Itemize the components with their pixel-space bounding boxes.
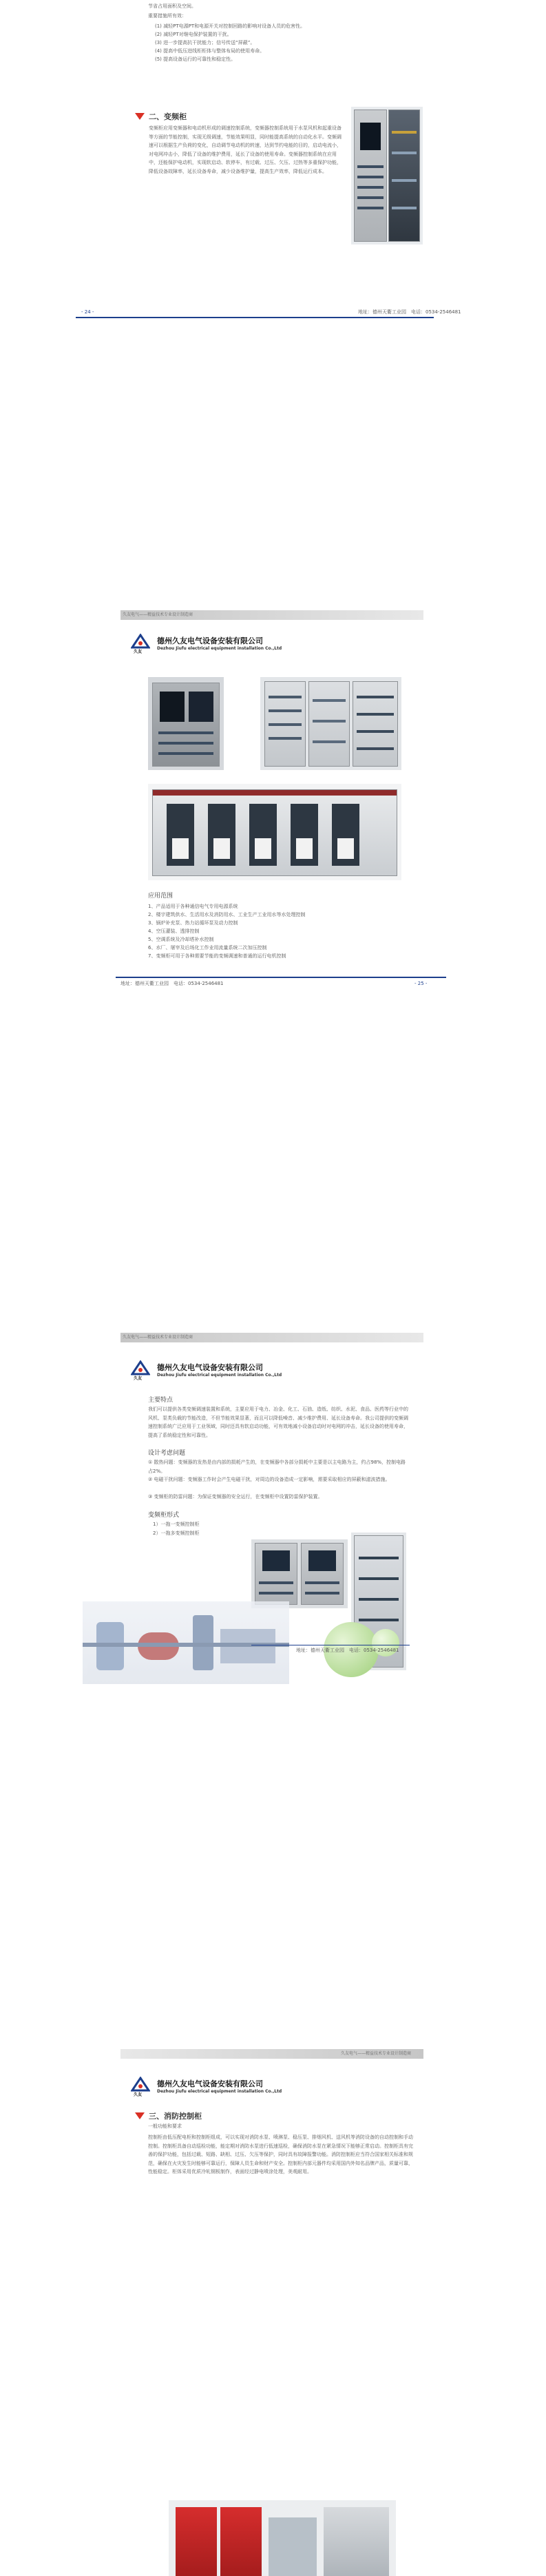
- brand-label: 久友: [134, 2092, 143, 2097]
- pump-illustration: [83, 1601, 289, 1684]
- section-body: 变频柜应用变频器和电动机形成的调速控制系统，变频器控制系统用于水泵风机和起重设备等方面的节能控制，实现无级调速，节能效果明显，同时能提高系统的自动化水平。变频调速可以根据生产负荷的变化，自动调节电动机的转速，达到节约电能的目的，启动电流小，对电网冲击小，降低了设备的维护费用，延长了设备的使用寿命。变频器控制系统在应用中，还能保护电动机，实现软启动、软停车，有过载、过压、欠压、过热等多重保护功能，降低设备故障率，延长设备寿命，减少设备维护量，提高生产效率，降低运行成本。: [149, 125, 342, 174]
- list-item: 3、锅炉补充泵、热力站循环泵及动力控制: [148, 920, 238, 926]
- section-marker-icon: [135, 2112, 145, 2119]
- list-item: 4、空压灌装、透排控制: [148, 928, 200, 934]
- cabinet-row-photo: [148, 784, 401, 880]
- brand-label: 久友: [134, 1376, 143, 1381]
- list-item: (4) 提高中低压进线柜柜体与整体布局的使用寿命。: [155, 48, 265, 54]
- company-name-en: Dezhou Jiufu electrical equipment installation Co.,Ltd: [157, 2089, 282, 2094]
- footer-contact: 地址：德州天衢工业园 电话：0534-2546481: [296, 1648, 399, 1653]
- sub-intro: 重要措施所有效：: [148, 13, 187, 19]
- page-4: [0, 2049, 546, 2576]
- page-number: - 24 -: [81, 309, 94, 315]
- page-2: [0, 606, 546, 1157]
- list-item: (3) 进一步提高抗干扰能力；信号传送“屏蔽”。: [155, 40, 255, 45]
- section-title: 三、消防控制柜: [149, 2112, 202, 2121]
- header-tag: 久友电气——精益技术专业设计制造商: [123, 1335, 193, 1340]
- apps-title: 应用范围: [148, 893, 174, 900]
- list-item: 5、空调系统及冷却塔补水控制: [148, 937, 214, 942]
- cabinet-photo-right: [260, 677, 401, 770]
- list-item: 7、变频柜可用于各种需要节能的变频调速和普通的运行电机控制: [148, 953, 286, 959]
- company-logo: [131, 2077, 150, 2092]
- company-name-cn: 德州久友电气设备安装有限公司: [157, 1363, 263, 1372]
- company-name-en: Dezhou Jiufu electrical equipment installation Co.,Ltd: [157, 646, 282, 651]
- company-name-cn: 德州久友电气设备安装有限公司: [157, 2079, 263, 2088]
- cabinet-photo: [351, 107, 423, 245]
- footer-contact: 地址：德州天衢工业园 电话：0534-2546481: [358, 309, 461, 315]
- design-item: ③ 变频柜的防雷问题：为保证变频器的安全运行，在变频柜中设置防雷保护装置。: [148, 1494, 323, 1499]
- header-tag: 久友电气——精益技术专业设计制造商: [123, 612, 193, 617]
- page-number: - 25 -: [414, 981, 428, 986]
- sub-title: 一般功能和要求: [148, 2123, 182, 2129]
- cabinet-photo: [251, 1539, 348, 1608]
- section-title: 二、变频柜: [149, 112, 187, 121]
- fire-cabinet-photo: [169, 2500, 396, 2576]
- list-item: 2、楼宇建筑供水、生活用水及消防用水、工业生产工业用水等水处理控制: [148, 912, 306, 917]
- form-item: 1）一拖一变频控制柜: [153, 1521, 200, 1527]
- company-logo: [131, 634, 150, 649]
- footer-divider: [76, 317, 434, 318]
- design-title: 设计考虑问题: [148, 1450, 186, 1457]
- list-item: (1) 减轻PT电源PT和电源开关对控制回路的影响对设备人员的危害性。: [155, 23, 306, 29]
- page-3: [0, 1333, 546, 1870]
- list-item: 6、水厂、屠宰及后场化工作业用流量系统二次加压控制: [148, 945, 267, 951]
- company-name-cn: 德州久友电气设备安装有限公司: [157, 636, 263, 645]
- header-tag: 久友电气——精益技术专业设计制造商: [341, 2051, 412, 2056]
- section-marker-icon: [135, 113, 145, 120]
- features-title: 主要特点: [148, 1397, 174, 1404]
- design-item: ② 电磁干扰问题：变频器工作时会产生电磁干扰，对周边的设备造成一定影响，需要采取相应的屏蔽和滤波措施。: [148, 1477, 390, 1482]
- brand-label: 久友: [134, 650, 143, 654]
- form-item: 2）一拖多变频控制柜: [153, 1530, 200, 1536]
- footer-divider: [116, 977, 446, 978]
- features-body: 我们可以提供各类变频调速装置和系统，主要应用于电力、冶金、化工、石油、造纸、纺织、水泥、食品、医药等行业中的风机、泵类负载的节能改造，不但节能效果显著，而且可以降低噪音、减少维护费用、延长设备寿命。我公司提供的变频调速控制系统广泛应用于工业领域，同时还具有软启动功能，可有效地减小设备启动时对电网的冲击，延长设备的使用寿命，提高了系统稳定性和可靠性。: [148, 1406, 408, 1438]
- cabinet-photo-left: [148, 677, 224, 770]
- list-item: 1、产品适用于各种通信电气专用电源系统: [148, 904, 238, 909]
- company-logo: [131, 1360, 150, 1375]
- form-title: 变频柜形式: [148, 1512, 180, 1519]
- measures-list: [155, 22, 403, 63]
- apps-list: [148, 902, 410, 960]
- footer-contact: 地址：德州天衢工业园 电话：0534-2546481: [120, 981, 224, 986]
- company-name-en: Dezhou Jiufu electrical equipment installation Co.,Ltd: [157, 1373, 282, 1378]
- intro-line: 节省占用面积及空间。: [148, 3, 196, 9]
- list-item: (5) 提高设备运行的可靠性和稳定性。: [155, 56, 236, 62]
- section-body: 控制柜由低压配电柜和控制柜组成，可以实现对消防水泵、喷淋泵、稳压泵、排烟风机、送风机等消防设备的自动控制和手动控制。控制柜具备自动巡检功能，能定期对消防水泵进行低速巡检，确保消防水泵在紧急情况下能够正常启动。控制柜具有完善的保护功能，包括过载、短路、缺相、过压、欠压等保护，同时具有故障报警功能。消防控制柜应当符合国家相关标准和规范，确保在火灾发生时能够可靠运行，保障人员生命和财产安全。控制柜内部元器件均采用国内外知名品牌产品，质量可靠，性能稳定。柜体采用优质冷轧钢板制作，表面经过静电喷涂处理，美观耐用。: [148, 2134, 413, 2174]
- design-item: ① 散热问题：变频器的发热是由内部的损耗产生的，在变频器中各部分损耗中主要是以主电路为主，约占98%，控制电路占2%。: [148, 1460, 406, 1474]
- page-1: [0, 0, 546, 558]
- list-item: (2) 减轻PT对继电保护装置的干扰。: [155, 32, 232, 37]
